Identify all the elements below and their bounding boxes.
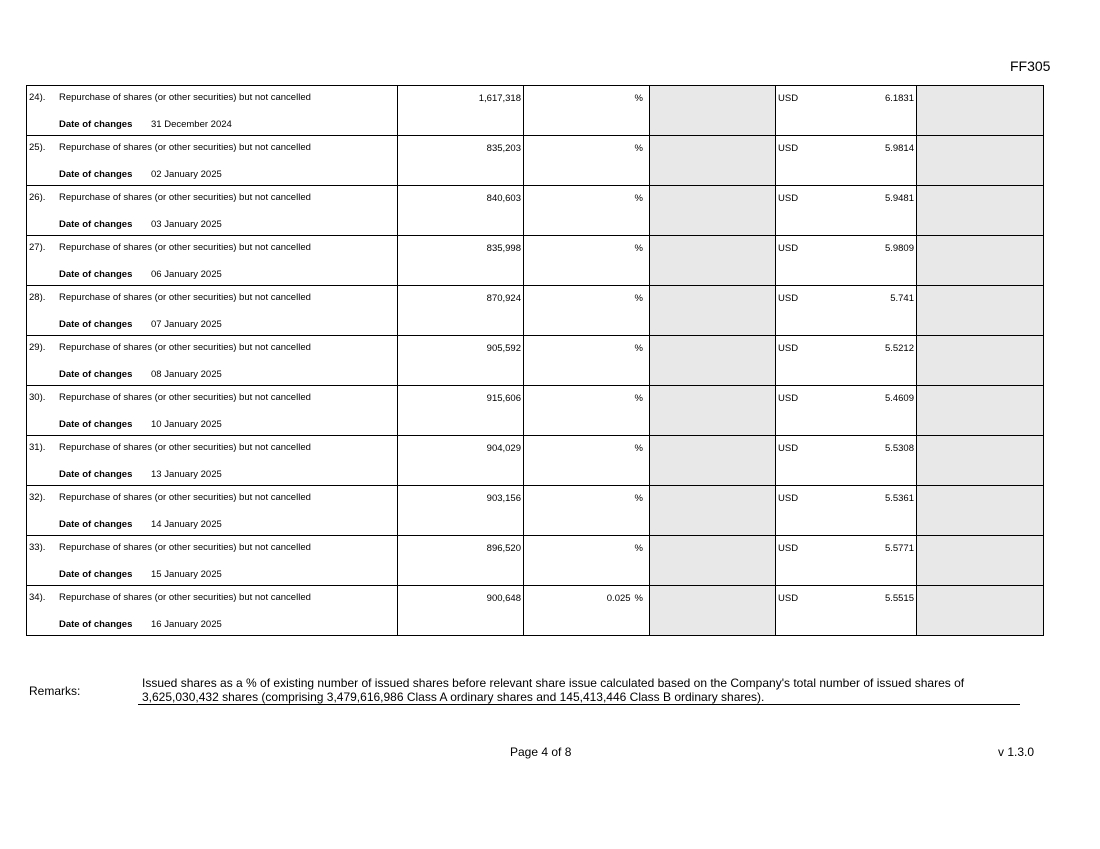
date-of-changes-value: 03 January 2025 bbox=[151, 219, 222, 230]
price-value: 6.1831 bbox=[884, 93, 914, 104]
currency: USD bbox=[778, 93, 799, 104]
shaded-cell bbox=[650, 236, 776, 286]
date-of-changes-value: 15 January 2025 bbox=[151, 569, 222, 580]
percent-cell bbox=[524, 436, 650, 486]
price-value: 5.5361 bbox=[884, 493, 914, 504]
date-of-changes-label: Date of changes bbox=[59, 369, 133, 380]
page-number: Page 4 of 8 bbox=[510, 745, 572, 759]
percent-sign: % bbox=[634, 243, 643, 254]
currency: USD bbox=[778, 543, 799, 554]
price-cell bbox=[776, 86, 917, 136]
price-value: 5.5515 bbox=[884, 593, 914, 604]
date-of-changes-value: 31 December 2024 bbox=[151, 119, 232, 130]
date-of-changes-value: 08 January 2025 bbox=[151, 369, 222, 380]
number-of-shares: 870,924 bbox=[486, 293, 521, 304]
event-description: Repurchase of shares (or other securities) but not cancelled bbox=[59, 92, 311, 103]
table-row bbox=[27, 86, 1044, 136]
percent-sign: % bbox=[634, 443, 643, 454]
percent-sign: % bbox=[634, 93, 643, 104]
price-cell bbox=[776, 386, 917, 436]
description-cell bbox=[27, 586, 398, 636]
event-description: Repurchase of shares (or other securities) but not cancelled bbox=[59, 242, 311, 253]
shaded-cell bbox=[650, 186, 776, 236]
event-description: Repurchase of shares (or other securities) but not cancelled bbox=[59, 442, 311, 453]
event-description: Repurchase of shares (or other securities) but not cancelled bbox=[59, 192, 311, 203]
date-of-changes-label: Date of changes bbox=[59, 219, 133, 230]
shares-cell bbox=[398, 236, 524, 286]
event-description: Repurchase of shares (or other securities) but not cancelled bbox=[59, 592, 311, 603]
date-of-changes-label: Date of changes bbox=[59, 119, 133, 130]
percent-sign: % bbox=[634, 293, 643, 304]
table-row bbox=[27, 136, 1044, 186]
price-cell bbox=[776, 486, 917, 536]
description-cell bbox=[27, 236, 398, 286]
price-cell bbox=[776, 436, 917, 486]
description-cell bbox=[27, 336, 398, 386]
number-of-shares: 835,998 bbox=[486, 243, 521, 254]
shaded-cell bbox=[650, 536, 776, 586]
shares-cell bbox=[398, 486, 524, 536]
shares-cell bbox=[398, 286, 524, 336]
shares-cell bbox=[398, 186, 524, 236]
table-row bbox=[27, 336, 1044, 386]
shaded-cell bbox=[917, 286, 1044, 336]
table-row bbox=[27, 186, 1044, 236]
description-cell bbox=[27, 186, 398, 236]
shaded-cell bbox=[917, 386, 1044, 436]
percent-cell bbox=[524, 386, 650, 436]
percent-cell bbox=[524, 286, 650, 336]
description-cell bbox=[27, 536, 398, 586]
shaded-cell bbox=[650, 136, 776, 186]
number-of-shares: 1,617,318 bbox=[478, 93, 521, 104]
percent-cell bbox=[524, 586, 650, 636]
percent-cell bbox=[524, 486, 650, 536]
date-of-changes-value: 13 January 2025 bbox=[151, 469, 222, 480]
table-row bbox=[27, 236, 1044, 286]
price-value: 5.741 bbox=[890, 293, 914, 304]
row-index: 33). bbox=[29, 542, 46, 553]
shaded-cell bbox=[917, 436, 1044, 486]
row-index: 28). bbox=[29, 292, 46, 303]
date-of-changes-label: Date of changes bbox=[59, 519, 133, 530]
description-cell bbox=[27, 286, 398, 336]
version-label: v 1.3.0 bbox=[998, 745, 1035, 759]
number-of-shares: 904,029 bbox=[486, 443, 521, 454]
percent-sign: % bbox=[634, 593, 643, 604]
row-index: 31). bbox=[29, 442, 46, 453]
date-of-changes-value: 10 January 2025 bbox=[151, 419, 222, 430]
price-value: 5.5771 bbox=[884, 543, 914, 554]
description-cell bbox=[27, 486, 398, 536]
date-of-changes-label: Date of changes bbox=[59, 319, 133, 330]
percent-value: 0.025 bbox=[606, 593, 631, 604]
row-index: 32). bbox=[29, 492, 46, 503]
percent-sign: % bbox=[634, 193, 643, 204]
price-cell bbox=[776, 536, 917, 586]
number-of-shares: 915,606 bbox=[486, 393, 521, 404]
price-cell bbox=[776, 336, 917, 386]
shaded-cell bbox=[650, 586, 776, 636]
date-of-changes-label: Date of changes bbox=[59, 469, 133, 480]
currency: USD bbox=[778, 193, 799, 204]
description-cell bbox=[27, 86, 398, 136]
shares-cell bbox=[398, 86, 524, 136]
event-description: Repurchase of shares (or other securities) but not cancelled bbox=[59, 292, 311, 303]
shaded-cell bbox=[917, 586, 1044, 636]
percent-sign: % bbox=[634, 543, 643, 554]
date-of-changes-value: 14 January 2025 bbox=[151, 519, 222, 530]
shares-cell bbox=[398, 136, 524, 186]
shaded-cell bbox=[650, 336, 776, 386]
percent-cell bbox=[524, 136, 650, 186]
shaded-cell bbox=[917, 336, 1044, 386]
number-of-shares: 905,592 bbox=[486, 343, 521, 354]
price-value: 5.9481 bbox=[884, 193, 914, 204]
shaded-cell bbox=[917, 486, 1044, 536]
shares-cell bbox=[398, 386, 524, 436]
percent-sign: % bbox=[634, 143, 643, 154]
row-index: 29). bbox=[29, 342, 46, 353]
table-row bbox=[27, 286, 1044, 336]
share-repurchase-table bbox=[26, 85, 1044, 636]
price-value: 5.5212 bbox=[884, 343, 914, 354]
price-cell bbox=[776, 286, 917, 336]
shaded-cell bbox=[650, 86, 776, 136]
price-cell bbox=[776, 136, 917, 186]
event-description: Repurchase of shares (or other securities) but not cancelled bbox=[59, 142, 311, 153]
date-of-changes-label: Date of changes bbox=[59, 619, 133, 630]
remarks-label: Remarks: bbox=[29, 684, 81, 698]
percent-cell bbox=[524, 186, 650, 236]
row-index: 34). bbox=[29, 592, 46, 603]
shaded-cell bbox=[917, 236, 1044, 286]
number-of-shares: 903,156 bbox=[486, 493, 521, 504]
event-description: Repurchase of shares (or other securities) but not cancelled bbox=[59, 342, 311, 353]
shaded-cell bbox=[650, 486, 776, 536]
currency: USD bbox=[778, 393, 799, 404]
table-row bbox=[27, 536, 1044, 586]
shaded-cell bbox=[917, 186, 1044, 236]
shaded-cell bbox=[917, 536, 1044, 586]
percent-cell bbox=[524, 236, 650, 286]
currency: USD bbox=[778, 243, 799, 254]
shares-cell bbox=[398, 436, 524, 486]
shares-cell bbox=[398, 586, 524, 636]
row-index: 27). bbox=[29, 242, 46, 253]
table-row bbox=[27, 386, 1044, 436]
table-body bbox=[27, 86, 1044, 636]
number-of-shares: 896,520 bbox=[486, 543, 521, 554]
event-description: Repurchase of shares (or other securities) but not cancelled bbox=[59, 542, 311, 553]
shaded-cell bbox=[650, 386, 776, 436]
price-cell bbox=[776, 236, 917, 286]
percent-sign: % bbox=[634, 393, 643, 404]
description-cell bbox=[27, 436, 398, 486]
date-of-changes-value: 02 January 2025 bbox=[151, 169, 222, 180]
event-description: Repurchase of shares (or other securities) but not cancelled bbox=[59, 492, 311, 503]
shaded-cell bbox=[917, 136, 1044, 186]
price-value: 5.9809 bbox=[884, 243, 914, 254]
row-index: 26). bbox=[29, 192, 46, 203]
date-of-changes-label: Date of changes bbox=[59, 269, 133, 280]
price-value: 5.5308 bbox=[884, 443, 914, 454]
table-row bbox=[27, 436, 1044, 486]
description-cell bbox=[27, 386, 398, 436]
currency: USD bbox=[778, 493, 799, 504]
price-cell bbox=[776, 586, 917, 636]
row-index: 24). bbox=[29, 92, 46, 103]
percent-sign: % bbox=[634, 343, 643, 354]
shares-cell bbox=[398, 336, 524, 386]
shares-cell bbox=[398, 536, 524, 586]
date-of-changes-label: Date of changes bbox=[59, 419, 133, 430]
price-cell bbox=[776, 186, 917, 236]
table-row bbox=[27, 586, 1044, 636]
description-cell bbox=[27, 136, 398, 186]
number-of-shares: 840,603 bbox=[486, 193, 521, 204]
percent-cell bbox=[524, 336, 650, 386]
remarks-text: Issued shares as a % of existing number of issued shares before relevant share issue calculated based on the Company's total number of issued shares of 3,625,030,432 shares (comprising 3,479,616,986 Class A ordinary shares and 145,413,446 Class B ordinary shares). bbox=[138, 676, 1020, 705]
table-row bbox=[27, 486, 1044, 536]
percent-cell bbox=[524, 86, 650, 136]
currency: USD bbox=[778, 593, 799, 604]
shaded-cell bbox=[650, 436, 776, 486]
date-of-changes-value: 16 January 2025 bbox=[151, 619, 222, 630]
price-value: 5.4609 bbox=[884, 393, 914, 404]
currency: USD bbox=[778, 143, 799, 154]
percent-cell bbox=[524, 536, 650, 586]
date-of-changes-value: 07 January 2025 bbox=[151, 319, 222, 330]
date-of-changes-label: Date of changes bbox=[59, 569, 133, 580]
number-of-shares: 900,648 bbox=[486, 593, 521, 604]
shaded-cell bbox=[650, 286, 776, 336]
percent-sign: % bbox=[634, 493, 643, 504]
shaded-cell bbox=[917, 86, 1044, 136]
currency: USD bbox=[778, 293, 799, 304]
event-description: Repurchase of shares (or other securities) but not cancelled bbox=[59, 392, 311, 403]
date-of-changes-label: Date of changes bbox=[59, 169, 133, 180]
number-of-shares: 835,203 bbox=[486, 143, 521, 154]
price-value: 5.9814 bbox=[884, 143, 914, 154]
currency: USD bbox=[778, 343, 799, 354]
form-code: FF305 bbox=[1010, 58, 1051, 74]
date-of-changes-value: 06 January 2025 bbox=[151, 269, 222, 280]
row-index: 25). bbox=[29, 142, 46, 153]
row-index: 30). bbox=[29, 392, 46, 403]
currency: USD bbox=[778, 443, 799, 454]
